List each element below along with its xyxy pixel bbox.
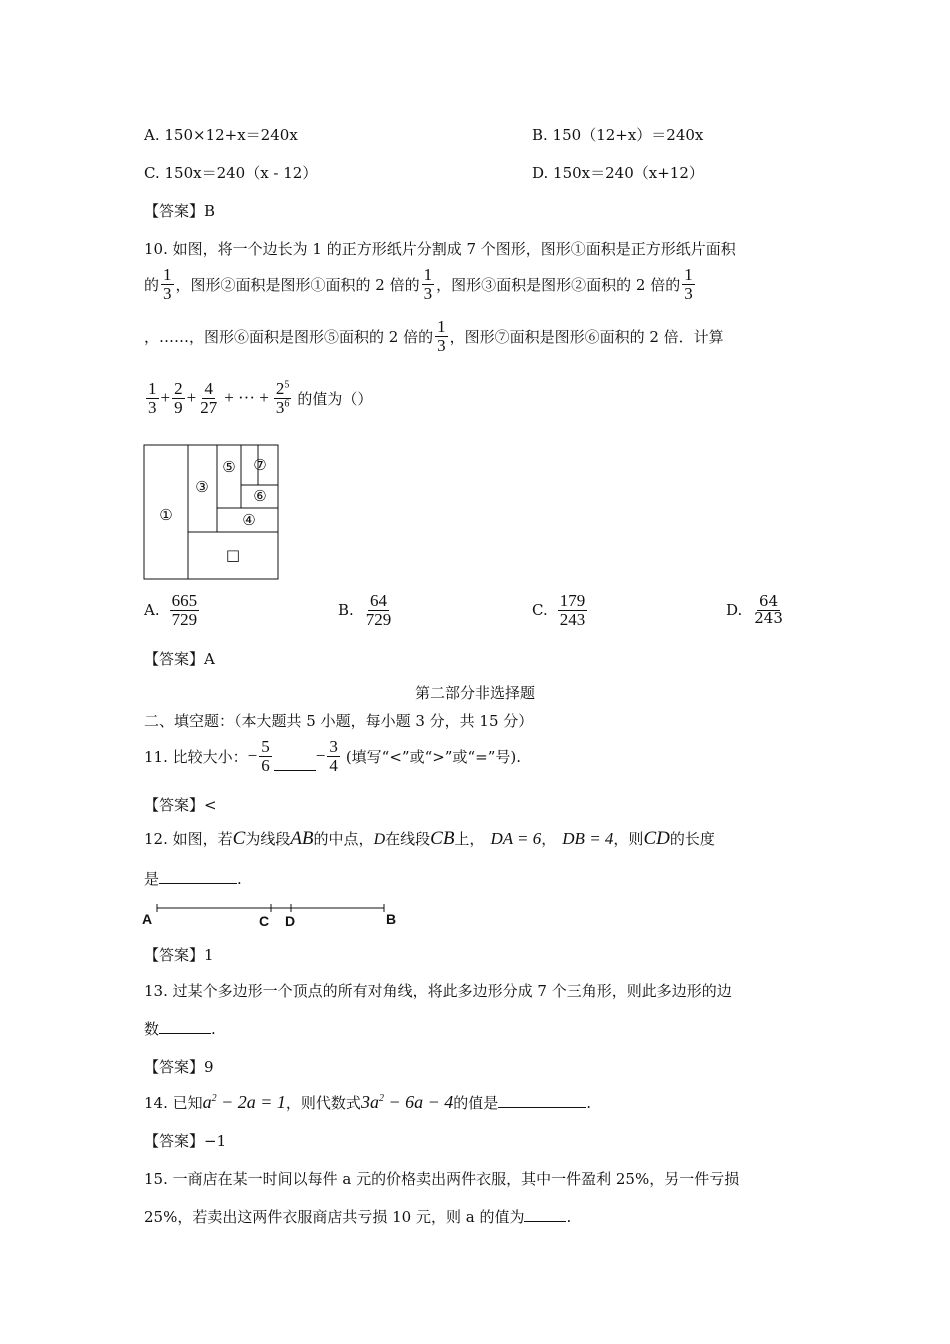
fraction-one-third — [161, 266, 174, 303]
q10-option-d — [726, 594, 787, 627]
term-3-num: 4 — [204, 379, 213, 398]
q12-text-a: 12. 如图，若 — [144, 830, 233, 848]
q14-prefix: 14. 已知 — [144, 1094, 203, 1112]
label-a: A — [142, 911, 153, 927]
term-1-den: 3 — [148, 397, 157, 417]
q10-line1: 10. 如图，将一个边长为 1 的正方形纸片分割成 7 个图形，图形①面积是正方形纸片面积 — [144, 240, 736, 258]
option-b-label: B. — [338, 601, 354, 620]
segment-cb: CB — [430, 828, 455, 849]
q13-period: . — [211, 1020, 216, 1038]
term-2-den: 9 — [174, 397, 183, 417]
label-d: D — [285, 913, 296, 929]
exp-6: 6 — [284, 398, 290, 410]
frac-den: 3 — [423, 283, 433, 303]
q11-line — [144, 738, 521, 775]
q13-line2-text: 数 — [144, 1020, 160, 1038]
q10-line2-a: 的 — [144, 275, 160, 294]
q15-line1: 15. 一商店在某一时间以每件 a 元的价格卖出两件衣服，其中一件盈利 25%，另一件亏损 — [144, 1170, 740, 1188]
term-last — [274, 380, 292, 417]
q14-answer: 【答案】−1 — [144, 1132, 227, 1150]
q10-option-b — [338, 592, 395, 629]
option-d-num: 64 — [759, 592, 779, 610]
q10-option-a — [144, 592, 201, 629]
fraction-one-third — [435, 318, 448, 355]
q11-answer-blank[interactable] — [274, 756, 316, 771]
eq2-rest: − 6a − 4 — [383, 1092, 454, 1112]
q13-line2 — [144, 1018, 216, 1039]
q11-f1-num: 5 — [261, 737, 270, 756]
q11-f2-num: 3 — [329, 737, 338, 756]
term-2 — [172, 380, 185, 417]
q10-line3-b: ，图形⑦面积是图形⑥面积的 2 倍．计算 — [449, 327, 724, 346]
q10-answer: 【答案】A — [144, 650, 215, 668]
eq1-rest: − 2a = 1 — [216, 1092, 286, 1112]
eq2-exp: 2 — [378, 1093, 384, 1104]
eq-da: DA = 6 — [490, 829, 542, 848]
q13-answer-blank[interactable] — [159, 1019, 211, 1034]
q12-text-c: 的中点， — [313, 830, 374, 848]
option-a-label: A. — [144, 601, 160, 620]
term-1 — [146, 380, 159, 417]
q12-answer: 【答案】1 — [144, 946, 214, 964]
q9-answer: 【答案】B — [144, 202, 216, 220]
term-last-den — [274, 399, 292, 417]
term-2-num: 2 — [174, 379, 183, 398]
minus-sign: − — [247, 746, 258, 766]
option-b-num: 64 — [370, 591, 388, 610]
q14-mid: ，则代数式 — [285, 1094, 361, 1112]
q11-suffix: (填写“<”或“>”或“=”号). — [345, 747, 522, 766]
q15-period: . — [566, 1208, 572, 1226]
q14-suffix: 的值是 — [453, 1094, 499, 1112]
segment-cd: CD — [643, 828, 670, 849]
q10-expression — [144, 380, 372, 417]
q10-line3 — [144, 318, 724, 355]
term-3-den: 27 — [200, 397, 218, 417]
q15-line2-text: 25%，若卖出这两件衣服商店共亏损 10 元，则 a 的值为 — [144, 1208, 525, 1226]
option-d-den: 243 — [754, 608, 783, 627]
exp-5: 5 — [284, 379, 290, 391]
q11-fraction-2 — [327, 738, 340, 775]
q11-prefix: 11. 比较大小： — [144, 747, 248, 766]
frac-den: 3 — [437, 335, 446, 355]
frac-den: 3 — [163, 283, 172, 303]
label-c: C — [259, 913, 270, 929]
option-d-label: D. — [726, 601, 743, 620]
option-c-label: C. — [532, 601, 548, 620]
fraction-one-third — [682, 266, 695, 303]
comma: ， — [541, 830, 557, 848]
eq1-var: a — [202, 1092, 212, 1112]
q12-line2-text: 是 — [144, 870, 160, 888]
q15-line2 — [144, 1206, 571, 1227]
region-1-label: ① — [159, 506, 173, 524]
q10-option-c — [532, 592, 589, 629]
frac-num: 1 — [684, 265, 693, 284]
q14-answer-blank[interactable] — [498, 1093, 586, 1108]
eq2-var: 3a — [360, 1092, 379, 1112]
q11-f1-den: 6 — [261, 755, 270, 775]
option-c-fraction — [558, 592, 588, 629]
q12-text-f: ，则 — [613, 830, 644, 848]
q9-option-d: D. 150x＝240（x+12） — [532, 164, 704, 182]
q9-option-b: B. 150（12+x）＝240x — [532, 126, 704, 144]
square-partition-figure — [143, 444, 280, 582]
plus-sign: + — [186, 388, 197, 408]
frac-num: 1 — [423, 265, 433, 284]
frac-num: 1 — [437, 317, 446, 336]
label-b: B — [386, 911, 397, 927]
q12-period: . — [237, 870, 242, 888]
q12-text-d: 在线段 — [385, 830, 431, 848]
term-1-num: 1 — [148, 379, 157, 398]
eq1 — [203, 1092, 286, 1113]
option-d-fraction — [752, 594, 785, 627]
q10-line2-b: ，图形②面积是图形①面积的 2 倍的 — [175, 275, 420, 294]
q15-answer-blank[interactable] — [524, 1207, 566, 1222]
q10-line2 — [144, 266, 697, 303]
option-a-fraction — [170, 592, 200, 629]
q10-expression-tail: 的值为（） — [297, 389, 373, 408]
term-3 — [198, 380, 219, 417]
base-2: 2 — [275, 379, 285, 398]
q13-line1: 13. 过某个多边形一个顶点的所有对角线，将此多边形分成 7 个三角形，则此多边形的边 — [144, 982, 732, 1000]
eq1-exp: 2 — [211, 1093, 217, 1104]
q12-text-g: 的长度 — [669, 830, 715, 848]
term-last-num — [274, 380, 292, 399]
q13-answer: 【答案】9 — [144, 1058, 214, 1076]
section-title: 第二部分非选择题 — [414, 684, 535, 702]
q14-line — [144, 1092, 591, 1113]
q10-line3-a: ，……，图形⑥面积是图形⑤面积的 2 倍的 — [144, 327, 434, 346]
q10-line2-c: ，图形③面积是图形②面积的 2 倍的 — [436, 275, 681, 294]
region-7-label: ⑦ — [253, 456, 267, 474]
option-a-num: 665 — [171, 591, 198, 610]
q12-line2 — [144, 868, 242, 889]
ellipsis-plus: + ··· + — [224, 388, 269, 408]
q11-fraction-1 — [259, 738, 272, 775]
option-b-den: 729 — [365, 609, 392, 629]
fraction-one-third — [422, 266, 435, 303]
minus-sign: − — [315, 746, 326, 766]
eq2 — [361, 1092, 453, 1113]
q12-answer-blank[interactable] — [159, 869, 237, 884]
point-d: D — [373, 831, 386, 848]
region-2-label: □ — [225, 546, 241, 564]
q11-f2-den: 4 — [329, 755, 338, 775]
region-4-label: ④ — [242, 511, 256, 529]
segment-ab: AB — [290, 828, 314, 849]
region-6-label: ⑥ — [253, 487, 267, 505]
region-5-label: ⑤ — [222, 458, 236, 476]
point-c: C — [232, 828, 246, 849]
q14-period: . — [586, 1094, 592, 1112]
q12-text-b: 为线段 — [245, 830, 291, 848]
q12-line1 — [144, 828, 715, 850]
plus-sign: + — [160, 388, 171, 408]
option-a-den: 729 — [171, 609, 198, 629]
option-c-den: 243 — [559, 609, 586, 629]
frac-num: 1 — [163, 265, 172, 284]
line-segment-figure — [140, 900, 402, 930]
q9-option-c: C. 150x＝240（x - 12） — [144, 164, 318, 182]
option-c-num: 179 — [559, 591, 586, 610]
q11-answer: 【答案】< — [144, 796, 217, 814]
q9-option-a: A. 150×12+x＝240x — [144, 126, 298, 144]
region-3-label: ③ — [195, 478, 209, 496]
base-3: 3 — [275, 397, 285, 417]
q12-text-e: 上， — [454, 830, 485, 848]
eq-db: DB = 4 — [562, 829, 614, 848]
part2-heading: 二、填空题：（本大题共 5 小题，每小题 3 分，共 15 分） — [144, 712, 534, 730]
frac-den: 3 — [684, 283, 693, 303]
option-b-fraction — [364, 592, 394, 629]
